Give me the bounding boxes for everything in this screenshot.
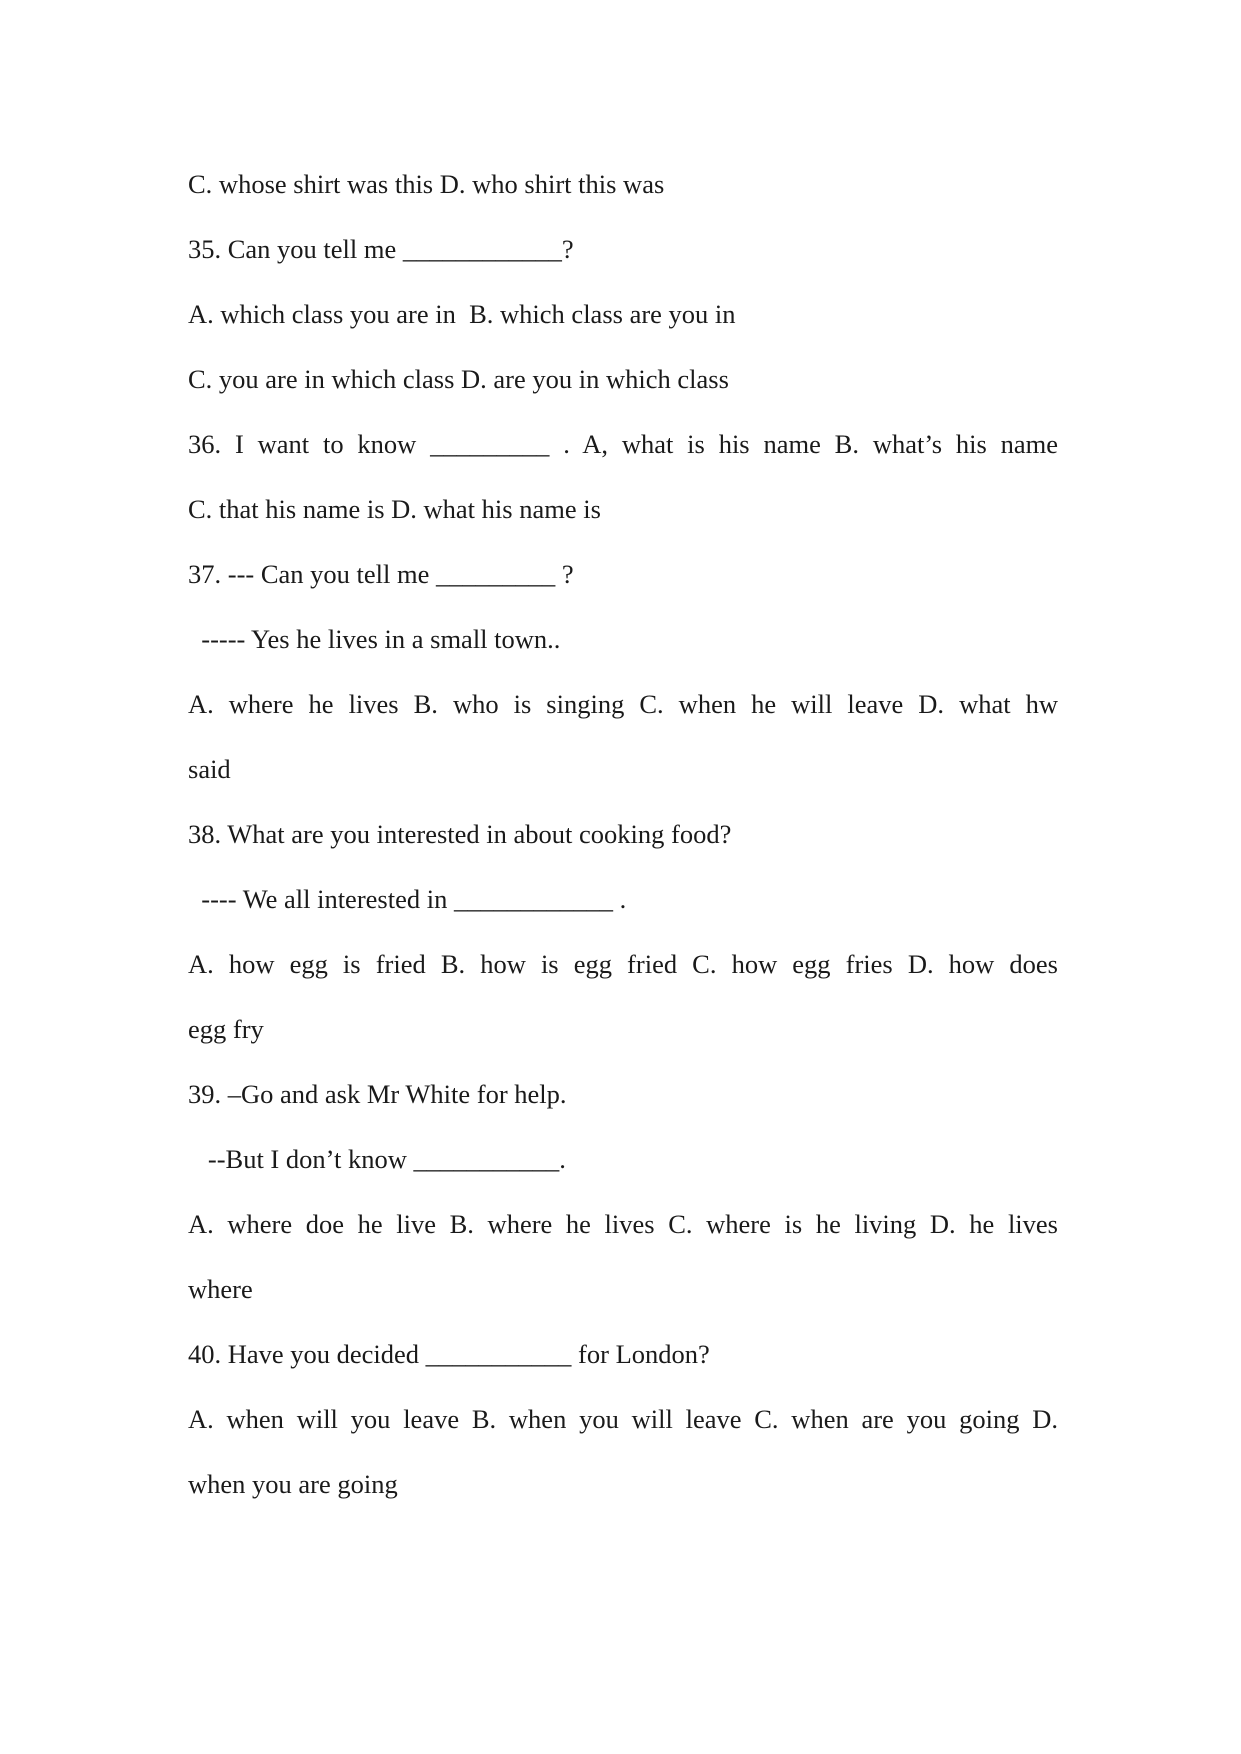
q37-stem: 37. --- Can you tell me _________ ? [188,559,574,589]
q40-options: A. when will you leave B. when you will leave C. when are you going D. [188,1404,1058,1434]
q38-response: ---- We all interested in ____________ . [188,884,627,914]
q37-options: A. where he lives B. who is singing C. when he will leave D. what hw [188,689,1058,719]
q35-stem: 35. Can you tell me ____________? [188,234,574,264]
q34-options-cd: C. whose shirt was this D. who shirt this was [188,169,665,199]
q37-response: ----- Yes he lives in a small town.. [188,624,561,654]
q37-options-continued: said [188,754,231,784]
q36-stem: 36. I want to know _________ . A, what is his name B. what’s his name [188,429,1058,459]
q38-options-continued: egg fry [188,1014,264,1044]
q39-options-continued: where [188,1274,253,1304]
q38-stem: 38. What are you interested in about cooking food? [188,819,732,849]
q35-options-ab: A. which class you are in B. which class are you in [188,299,736,329]
q40-options-continued: when you are going [188,1469,398,1499]
q39-options: A. where doe he live B. where he lives C. where is he living D. he lives [188,1209,1058,1239]
q40-stem: 40. Have you decided ___________ for London? [188,1339,710,1369]
q39-response: --But I don’t know ___________. [188,1144,566,1174]
q39-stem: 39. –Go and ask Mr White for help. [188,1079,567,1109]
q35-options-cd: C. you are in which class D. are you in which class [188,364,729,394]
q36-options-cd: C. that his name is D. what his name is [188,494,601,524]
q38-options: A. how egg is fried B. how is egg fried C. how egg fries D. how does [188,949,1058,979]
